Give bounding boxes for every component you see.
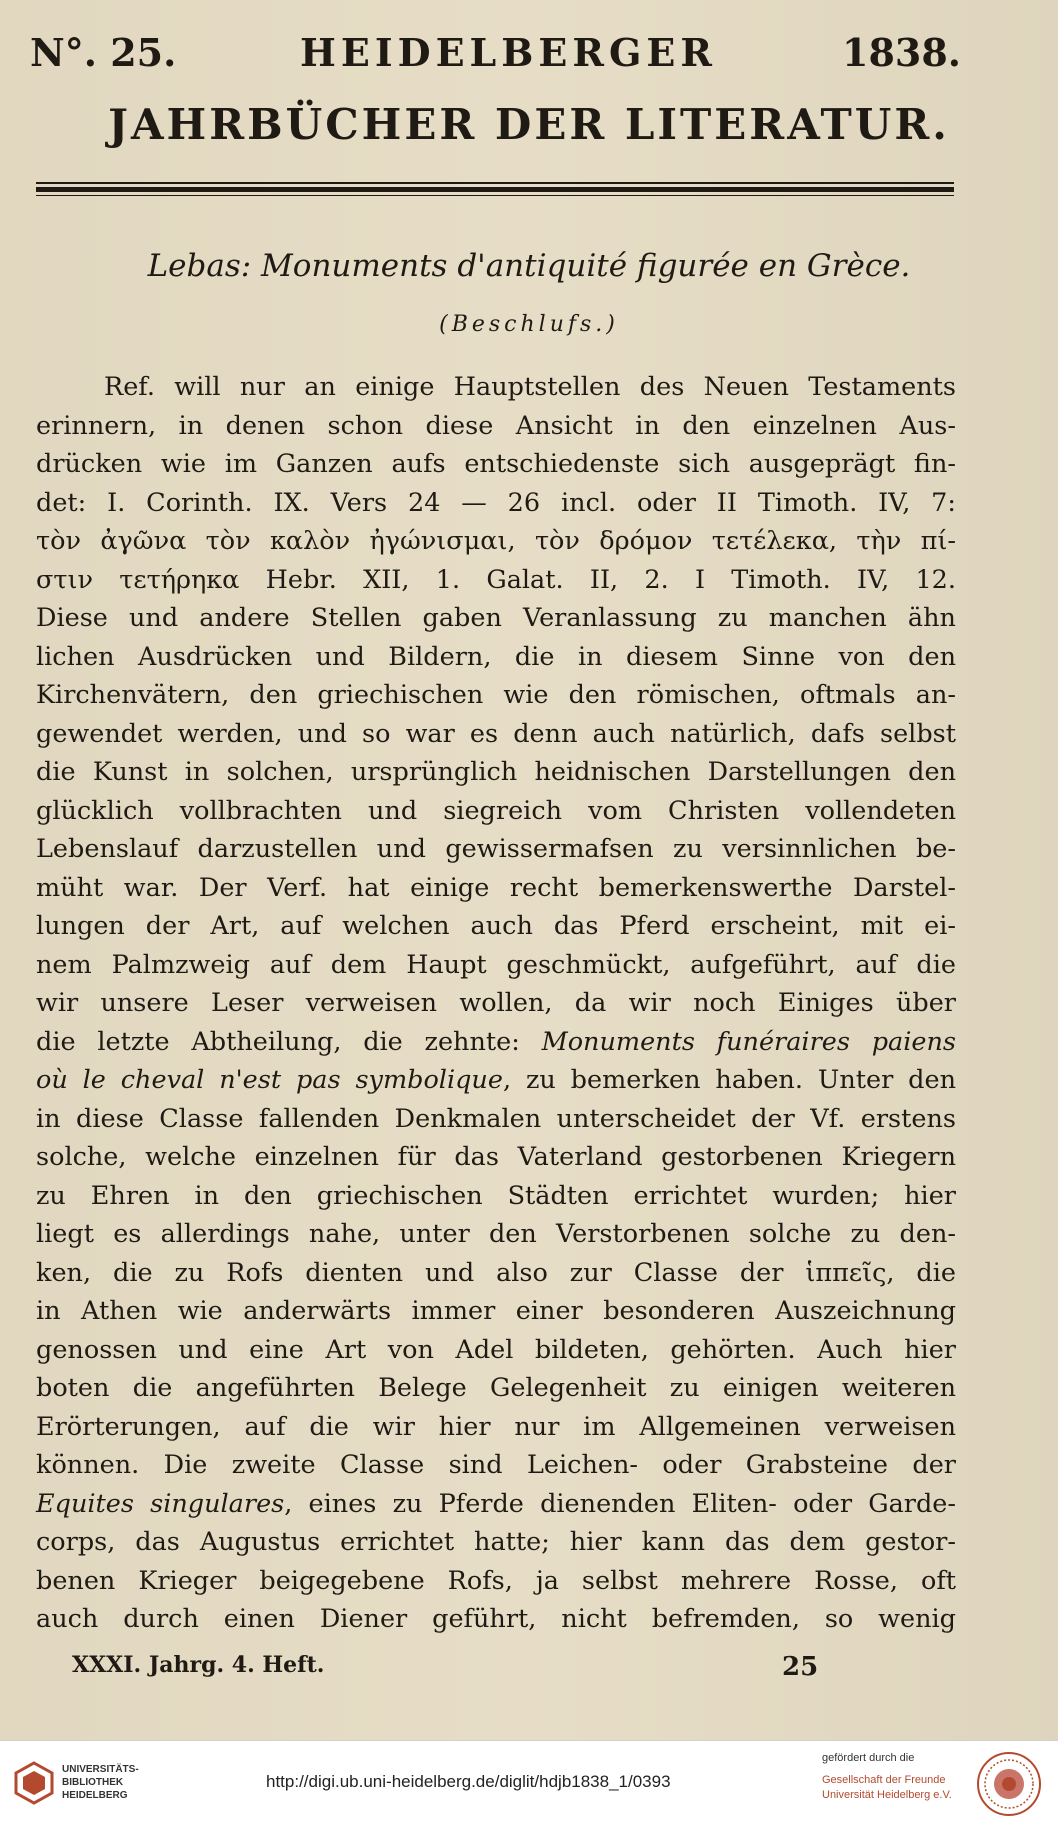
text-line: drücken wie im Ganzen aufs entschiedenste sich ausgeprägt fin- <box>36 449 956 479</box>
header-rule-thin-top <box>36 182 954 184</box>
text-line: boten die angeführten Belege Gelegenheit zu einigen weiteren <box>36 1373 956 1403</box>
header-rule-thick <box>36 187 954 192</box>
text-line: τὸν ἀγῶνα τὸν καλὸν ἠγώνισμαι, τὸν δρόμον τετέλεκα, τὴν πί- <box>36 526 956 556</box>
article-title: Lebas: Monuments d'antiquité figurée en Grèce. <box>147 248 911 284</box>
text-line: Ref. will nur an einige Hauptstellen des Neuen Testaments <box>104 372 956 402</box>
text-line: zu Ehren in den griechischen Städten errichtet wurden; hier <box>36 1180 956 1211</box>
university-seal-icon <box>976 1751 1042 1817</box>
text-line: die letzte Abtheilung, die zehnte: Monuments funéraires paiens <box>36 1026 956 1057</box>
text-line: lungen der Art, auf welchen auch das Pferd erscheint, mit ei- <box>36 911 956 941</box>
text-line: in Athen wie anderwärts immer einer besonderen Auszeichnung <box>36 1296 956 1326</box>
year: 1838. <box>842 30 961 75</box>
text-line: auch durch einen Diener geführt, nicht befremden, so wenig <box>36 1604 956 1634</box>
text-line: Erörterungen, auf die wir hier nur im Allgemeinen verweisen <box>36 1411 956 1442</box>
text-line: lichen Ausdrücken und Bildern, die in diesem Sinne von den <box>36 641 956 672</box>
text-line: genossen und eine Art von Adel bildeten, gehörten. Auch hier <box>36 1334 956 1365</box>
text-line: können. Die zweite Classe sind Leichen- oder Grabsteine der <box>36 1450 956 1480</box>
text-line: gewendet werden, und so war es denn auch natürlich, dafs selbst <box>36 718 956 749</box>
text-line: στιν τετήρηκα Hebr. XII, 1. Galat. II, 2. I Timoth. IV, 12. <box>36 564 956 595</box>
header-rule-thin-bottom <box>36 195 954 196</box>
page-url[interactable]: http://digi.ub.uni-heidelberg.de/diglit/hdjb1838_1/0393 <box>266 1772 671 1791</box>
library-name-line: BIBLIOTHEK <box>62 1777 124 1788</box>
sponsor-name: Universität Heidelberg e.V. <box>822 1789 952 1801</box>
text-line: müht war. Der Verf. hat einige recht bemerkenswerthe Darstel- <box>36 872 956 903</box>
journal-name-line-2: JAHRBÜCHER DER LITERATUR. <box>108 100 950 149</box>
ub-logo-icon <box>12 1761 56 1805</box>
text-line: liegt es allerdings nahe, unter den Verstorbenen solche zu den- <box>36 1219 956 1249</box>
sheet-number: 25 <box>782 1652 819 1682</box>
text-line: det: I. Corinth. IX. Vers 24 — 26 incl. oder II Timoth. IV, 7: <box>36 487 956 518</box>
sponsor-name: Gesellschaft der Freunde <box>822 1774 946 1786</box>
text-line: corps, das Augustus errichtet hatte; hier kann das dem gestor- <box>36 1527 956 1557</box>
viewer-bar <box>0 1740 1058 1823</box>
sponsor-label: gefördert durch die <box>822 1752 915 1764</box>
library-name-line: HEIDELBERG <box>62 1790 128 1801</box>
volume-signature: XXXI. Jahrg. 4. Heft. <box>72 1652 325 1678</box>
text-line: benen Krieger beigegebene Rofs, ja selbst mehrere Rosse, oft <box>36 1565 956 1596</box>
text-line: wir unsere Leser verweisen wollen, da wir noch Einiges über <box>36 988 956 1018</box>
text-line: solche, welche einzelnen für das Vaterland gestorbenen Kriegern <box>36 1142 956 1172</box>
text-line: Diese und andere Stellen gaben Veranlassung zu manchen ähn <box>36 603 956 633</box>
text-line: Lebenslauf darzustellen und gewissermafsen zu versinnlichen be- <box>36 834 956 864</box>
article-subtitle: (Beschlufs.) <box>439 312 619 337</box>
text-line: erinnern, in denen schon diese Ansicht in den einzelnen Aus- <box>36 410 956 441</box>
text-line: glücklich vollbrachten und siegreich vom Christen vollendeten <box>36 795 956 826</box>
text-line: nem Palmzweig auf dem Haupt geschmückt, aufgeführt, auf die <box>36 949 956 980</box>
text-line: in diese Classe fallenden Denkmalen unterscheidet der Vf. erstens <box>36 1103 956 1134</box>
text-line: die Kunst in solchen, ursprünglich heidnischen Darstellungen den <box>36 757 956 787</box>
page-footer <box>0 1652 1058 1692</box>
text-line: ken, die zu Rofs dienten und also zur Classe der ἱππεῖς, die <box>36 1257 956 1288</box>
journal-name-line-1: HEIDELBERGER <box>300 30 717 75</box>
library-name <box>62 1763 139 1802</box>
body-text <box>36 368 956 1639</box>
text-line: Kirchenvätern, den griechischen wie den römischen, oftmals an- <box>36 680 956 710</box>
text-line: Equites singulares, eines zu Pferde dienenden Eliten- oder Garde- <box>36 1488 956 1519</box>
masthead-line-1 <box>0 30 1058 90</box>
text-line: où le cheval n'est pas symbolique, zu bemerken haben. Unter den <box>36 1065 957 1095</box>
issue-number: N°. 25. <box>30 30 177 75</box>
library-name-line: UNIVERSITÄTS- <box>62 1764 139 1775</box>
